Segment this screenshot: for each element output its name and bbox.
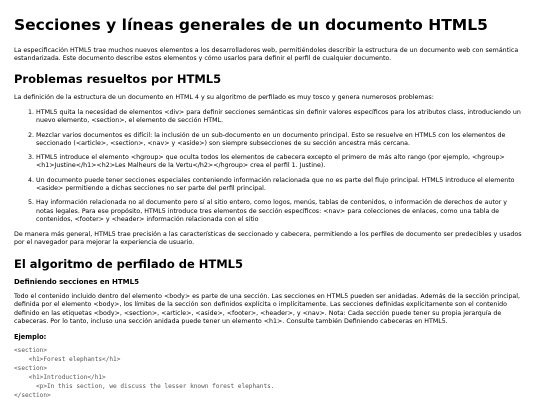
list-item: 1. HTML5 quita la necesidad de elementos <div> para definir secciones semánticas sin definir valores específicos para los atributos class, introduciendo un nuevo elemento, <section>, el elemento de sección HTML. <box>36 109 526 126</box>
page-title: Secciones y líneas generales de un documento HTML5 <box>14 16 488 34</box>
code-example: <section> <h1>Forest elephants</h1> <section> <h1>Introduction</h1> <p>In this section, we discuss the lesser known forest elephants. </section> <box>14 347 275 399</box>
problems-intro: La definición de la estructura de un documento en HTML 4 y su algoritmo de perfilado es muy tosco y genera numerosos problemas: <box>14 93 434 101</box>
example-label: Ejemplo: <box>14 333 47 342</box>
subheading-defining-sections: Definiendo secciones en HTML5 <box>14 278 139 286</box>
list-item: 3. HTML5 introduce el elemento <hgroup> que oculta todos los elementos de cabecera excepto el primero de más alto rango (por ejemplo, <hgroup><h1>Justine</h1><h2>Les Malheurs de la Vertu</h2></hgroup> crea el perfil 1. Justine). <box>36 154 526 171</box>
list-item: 2. Mezclar varios documentos es difícil: la inclusión de un sub-documento en un documento principal. Esto se resuelve en HTML5 con los elementos de seccionado (<article>, <section>, <nav> y <aside>) son siempre subsecciones de su sección ancestra más cercana. <box>36 132 526 149</box>
intro-paragraph: La especificación HTML5 trae muchos nuevos elementos a los desarrolladores web, permitiéndoles describir la estructura de un documento web con semántica estandarizada. Este documento describe estos elementos y cómo usarlos para definir el perfil de cualquier documento. <box>14 46 519 63</box>
problems-outro: De manera más general, HTML5 trae precisión a las características de seccionado y cabecera, permitiendo a los perfiles de documento ser predecibles y usados por el navegador para mejorar la experiencia de usuario. <box>14 231 522 247</box>
section-heading-problems: Problemas resueltos por HTML5 <box>14 72 222 87</box>
list-item: 5. Hay información relacionada no al documento pero sí al sitio entero, como logos, menús, tablas de contenidos, o información de derechos de autor y notas legales. Para ese propósito, HTML5 introduce tres elementos de sección específicos: <nav> para colecciones de enlaces, como una tabla de contenidos, <footer> y <header> información relacionada con el sitio <box>36 199 526 224</box>
problems-list <box>14 109 526 224</box>
defining-sections-paragraph: Todo el contenido incluido dentro del elemento <body> es parte de una sección. Las secciones en HTML5 pueden ser anidadas. Además de la sección principal, definida por el elemento <body>, los límites de la sección son definidos explícita o implícitamente. Las secciones definidas explícitamente son el contenido definido en las etiquetas <body>, <section>, <article>, <aside>, <footer>, <header>, y <nav>. Nota: Cada sección puede tener su propia jerarquía de cabeceras. Por lo tanto, incluso una sección anidada puede tener un elemento <h1>. Consulte también Definiendo cabeceras en HTML5. <box>14 293 521 325</box>
list-item: 4. Un documento puede tener secciones especiales conteniendo información relacionada que no es parte del flujo principal. HTML5 introduce el elemento <aside> permitiendo a dichas secciones no ser parte del perfil principal. <box>36 177 526 194</box>
section-heading-algorithm: El algoritmo de perfilado de HTML5 <box>14 256 244 271</box>
